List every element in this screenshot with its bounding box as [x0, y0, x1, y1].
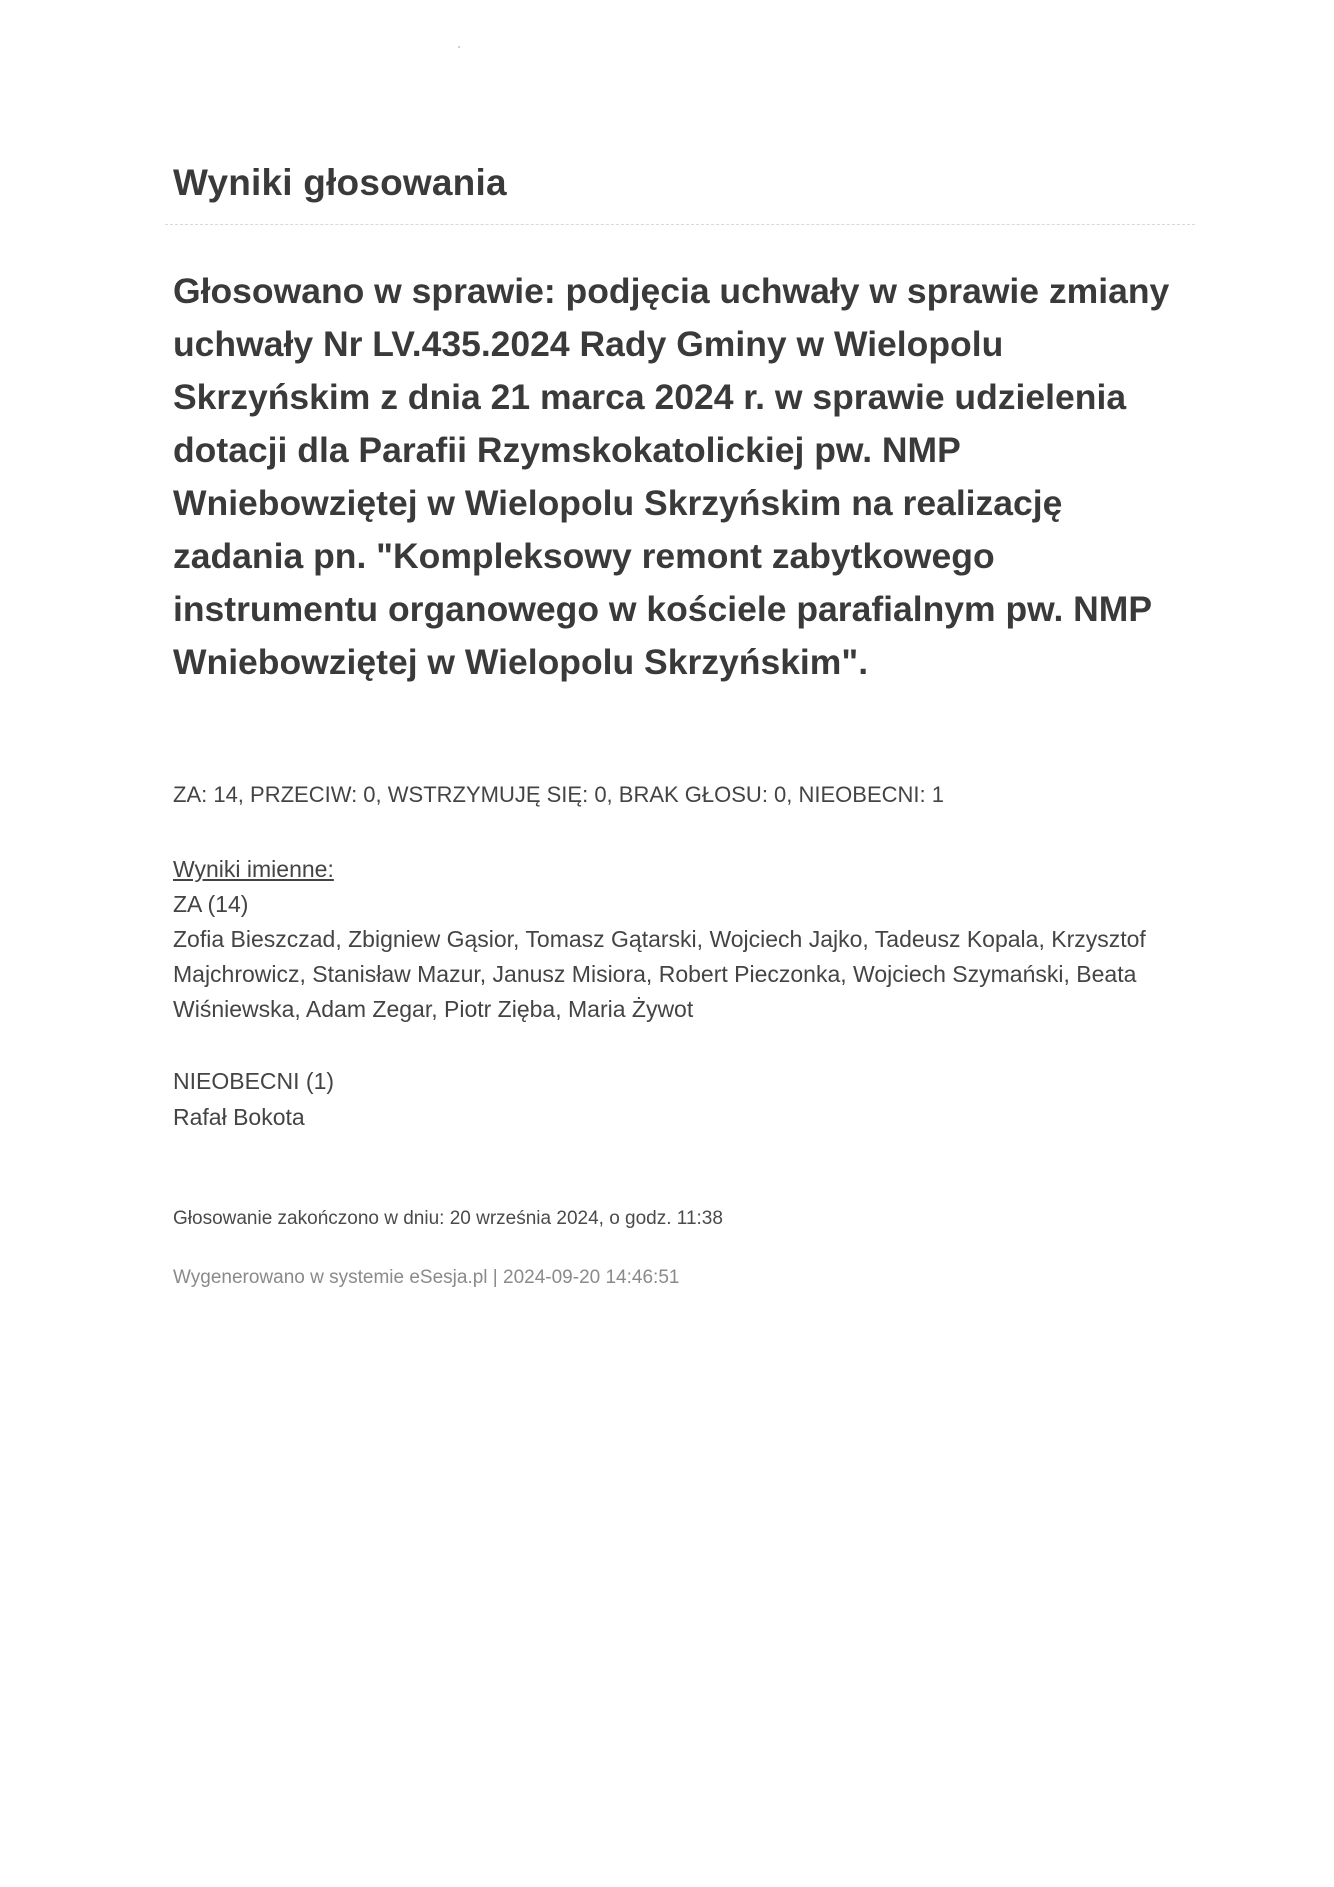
scan-artifact	[458, 46, 460, 48]
absent-label: NIEOBECNI (1)	[173, 1068, 335, 1094]
vote-summary: ZA: 14, PRZECIW: 0, WSTRZYMUJĘ SIĘ: 0, BRAK GŁOSU: 0, NIEOBECNI: 1	[173, 782, 944, 807]
for-label: ZA (14)	[173, 891, 249, 917]
page-title: Wyniki głosowania	[173, 162, 507, 203]
absent-names: Rafał Bokota	[173, 1104, 305, 1130]
generated-footer: Wygenerowano w systemie eSesja.pl | 2024-09-20 14:46:51	[173, 1267, 680, 1288]
named-results	[173, 852, 1183, 1027]
named-results-label: Wyniki imienne:	[173, 856, 334, 882]
for-names: Zofia Bieszczad, Zbigniew Gąsior, Tomasz Gątarski, Wojciech Jajko, Tadeusz Kopala, Krzysztof Majchrowicz, Stanisław Mazur, Janusz Misiora, Robert Pieczonka, Wojciech Szymański, Beata Wiśniewska, Adam Zegar, Piotr Zięba, Maria Żywot	[173, 926, 1146, 1022]
vote-ended: Głosowanie zakończono w dniu: 20 września 2024, o godz. 11:38	[173, 1208, 723, 1229]
absent-section	[173, 1063, 1173, 1135]
vote-subject: Głosowano w sprawie: podjęcia uchwały w sprawie zmiany uchwały Nr LV.435.2024 Rady Gminy w Wielopolu Skrzyńskim z dnia 21 marca 2024 r. w sprawie udzielenia dotacji dla Parafii Rzymskokatolickiej pw. NMP Wniebowziętej w Wielopolu Skrzyńskim na realizację zadania pn. "Kompleksowy remont zabytkowego instrumentu organowego w kościele parafialnym pw. NMP Wniebowziętej w Wielopolu Skrzyńskim".	[173, 271, 1170, 682]
divider	[165, 224, 1195, 225]
header	[173, 158, 1193, 208]
